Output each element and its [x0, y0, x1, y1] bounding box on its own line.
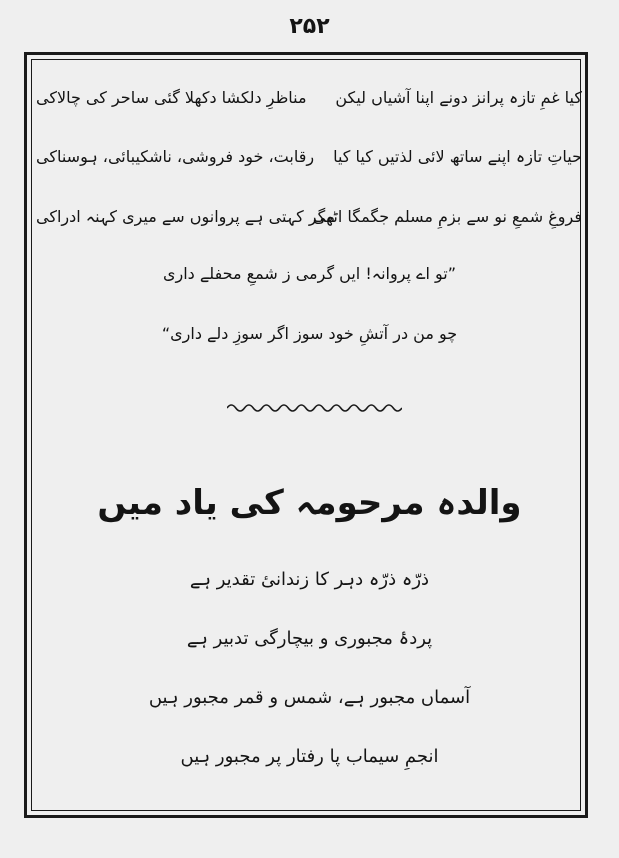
wavy-divider [227, 401, 402, 415]
poem-line-3: آسماں مجبور ہے، شمس و قمر مجبور ہیں [148, 687, 471, 708]
couplet-2-left: رقابت، خود فروشی، ناشکیبائی، ہوسناکی [36, 147, 315, 166]
page-number: ۲۵۲ [289, 14, 330, 39]
poem-line-4: انجمِ سیماب پا رفتار پر مجبور ہیں [180, 746, 439, 767]
poem-line-2: پردۂ مجبوری و بیچارگی تدبیر ہے [186, 628, 433, 649]
poem-line-1: ذرّہ ذرّہ دہر کا زندانیٔ تقدیر ہے [189, 569, 430, 590]
couplet-1-right: کیا غمِ تازہ پرانز دونے اپنا آشیاں لیکن [335, 88, 582, 107]
poem-title: والدہ مرحومہ کی یاد میں [97, 483, 522, 523]
persian-quote-line-1: ”تو اے پروانہ! ایں گرمی ز شمعِ محفلے داری [162, 264, 457, 283]
couplet-3-left: مگر کہتی ہے پروانوں سے میری کہنہ ادراکی [36, 207, 336, 226]
couplet-2-right: حیاتِ تازہ اپنے ساتھ لائی لذتیں کیا کیا [333, 147, 582, 166]
persian-quote-line-2: چو من در آتشِ خود سوز اگر سوزِ دلے داری“ [161, 324, 458, 343]
couplet-3-right: فروغِ شمعِ نو سے بزمِ مسلم جگمگا اٹھی [312, 207, 582, 226]
couplet-1-left: مناظرِ دلکشا دکھلا گئی ساحر کی چالاکی [36, 88, 307, 107]
